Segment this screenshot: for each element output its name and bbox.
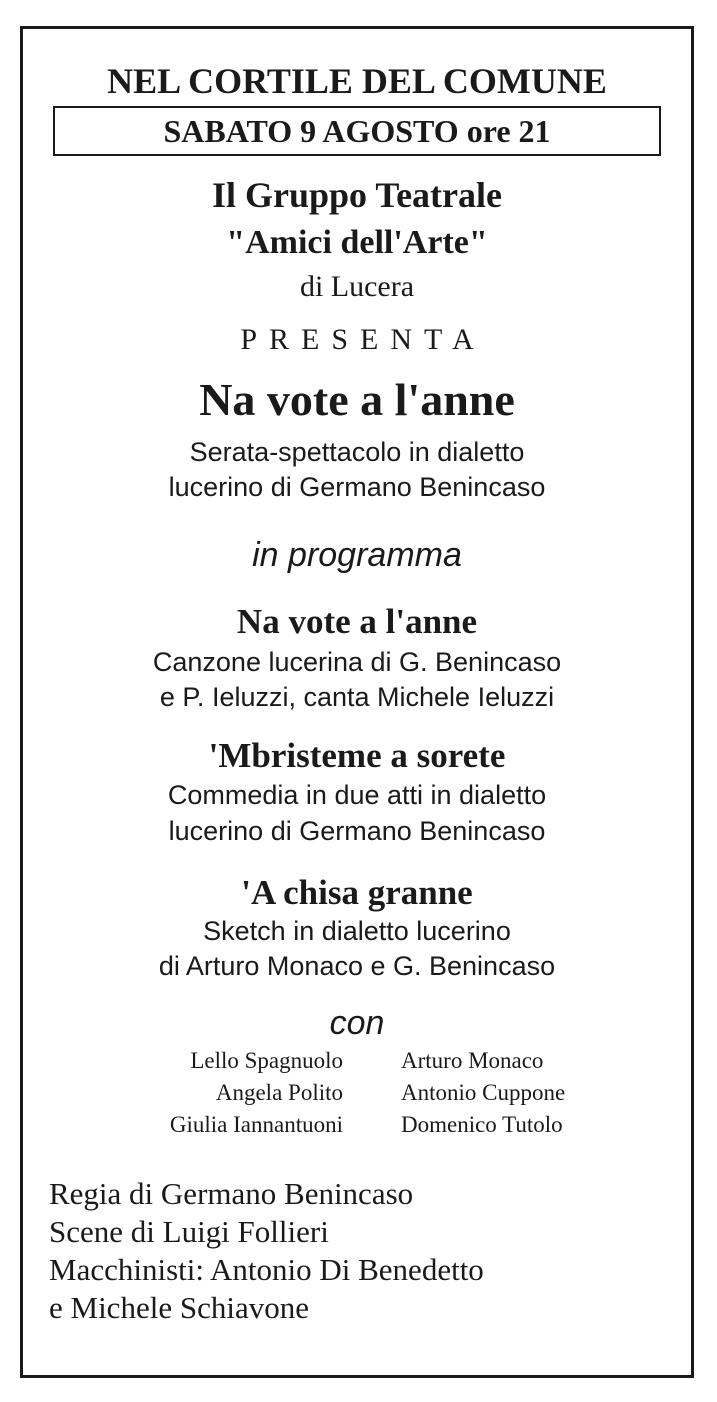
show-description-line1: Serata-spettacolo in dialetto [189,437,525,467]
program-item-line1: Canzone lucerina di G. Benincaso [152,647,562,677]
venue-heading: NEL CORTILE DEL COMUNE [107,61,607,101]
program-item-line2: di Arturo Monaco e G. Benincaso [158,951,556,981]
program-item-line2: lucerino di Germano Benincaso [168,816,546,846]
show-description-line2: lucerino di Germano Benincaso [168,472,546,502]
cast-member: Angela Polito [215,1080,343,1105]
date-time-box: SABATO 9 AGOSTO ore 21 [53,106,661,156]
group-name-line2: "Amici dell'Arte" [226,224,488,261]
credit-line: e Michele Schiavone [49,1290,309,1325]
cast-member: Giulia Iannantuoni [169,1112,343,1137]
credits-block [49,1175,484,1327]
cast-member: Domenico Tutolo [401,1112,563,1137]
program-heading: in programma [252,536,462,574]
program-item-title: 'A chisa granne [241,873,473,912]
presents-label: PRESENTA [240,323,486,356]
cast-heading: con [329,1004,385,1042]
credit-line: Regia di Germano Benincaso [49,1176,414,1211]
show-title: Na vote a l'anne [199,374,515,425]
credit-line: Scene di Luigi Follieri [49,1214,329,1249]
program-item-line2: e P. Ieluzzi, canta Michele Ieluzzi [159,682,555,712]
cast-list-right [401,1045,565,1141]
cast-list-left [170,1045,343,1141]
cast-member: Lello Spagnuolo [190,1048,343,1073]
cast-member: Antonio Cuppone [401,1080,566,1105]
program-item-line1: Commedia in due atti in dialetto [167,780,547,810]
cast-member: Arturo Monaco [401,1048,544,1073]
credit-line: Macchinisti: Antonio Di Benedetto [49,1252,484,1287]
program-item-title: 'Mbristeme a sorete [208,736,506,775]
group-name-line1: Il Gruppo Teatrale [211,175,503,215]
poster-frame [20,26,694,1378]
program-item-title: Na vote a l'anne [236,602,478,641]
program-item-line1: Sketch in dialetto lucerino [203,916,511,946]
group-city: di Lucera [299,270,415,303]
